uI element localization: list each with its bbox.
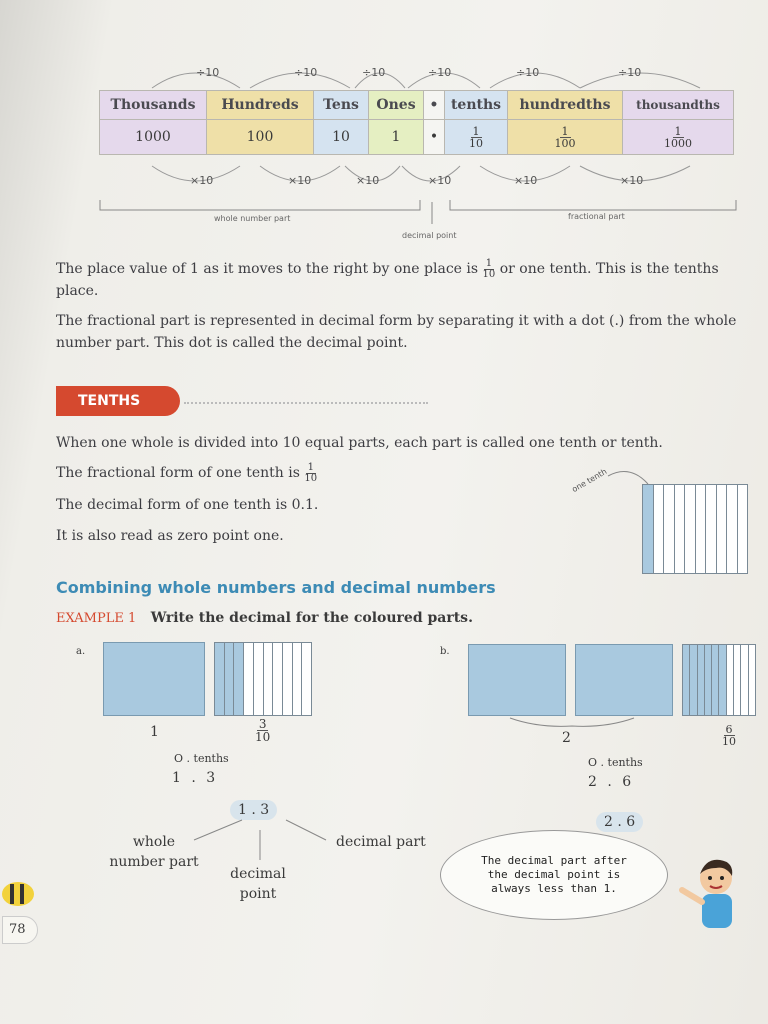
- place-value-table: [99, 90, 734, 155]
- bee-icon: [0, 872, 40, 912]
- intro-paragraph-2: The fractional part is represented in decimal form by separating it with a dot (.) from the whole number part. This dot is called the decimal point.: [56, 313, 737, 351]
- part-b-whole-square-1: [468, 644, 566, 716]
- mul-label-2: ×10: [288, 174, 312, 187]
- whole-number-part-label: whole number part: [109, 834, 199, 870]
- banner-divider: [184, 402, 428, 404]
- part-a-result: 1 . 3: [230, 800, 277, 820]
- part-a-whole: 1: [150, 724, 159, 740]
- div-label-6: ÷10: [618, 66, 642, 79]
- part-b-brace: [508, 716, 638, 734]
- mul-label-3: ×10: [356, 174, 380, 187]
- header-hundredths: hundredths: [508, 91, 623, 120]
- whole-part-label: whole number part: [214, 214, 291, 223]
- div-label-2: ÷10: [294, 66, 318, 79]
- tenths-banner: TENTHS: [56, 386, 180, 416]
- decimal-point-label: decimal point: [402, 231, 457, 240]
- mul-label-4: ×10: [428, 174, 452, 187]
- header-tenths: tenths: [445, 91, 508, 120]
- mul-label-1: ×10: [190, 174, 214, 187]
- example-heading: EXAMPLE 1 Write the decimal for the coloured parts.: [56, 610, 473, 626]
- part-b-result: 2 . 6: [596, 812, 643, 832]
- tenths-line-2: The fractional form of one tenth is $\frac{1}{10}$: [56, 461, 318, 484]
- intro-paragraph-1: The place value of 1 as it moves to the right by one place is $\frac{1}{10}$ or one tenth. This is the tenths place.: [56, 257, 719, 299]
- part-a-whole-square: [103, 642, 205, 716]
- decimal-part-label: decimal part: [336, 834, 426, 850]
- div-label-3: ÷10: [362, 66, 386, 79]
- tenths-line-1: When one whole is divided into 10 equal parts, each part is called one tenth or tenth.: [56, 435, 663, 451]
- part-a-label: a.: [76, 646, 86, 657]
- one-tenth-label: one tenth: [570, 466, 609, 495]
- part-a-pointers: [186, 812, 336, 872]
- page-number: 78: [2, 916, 38, 944]
- header-hundreds: Hundreds: [207, 91, 314, 120]
- part-b-whole: 2: [562, 730, 571, 746]
- mul-label-6: ×10: [620, 174, 644, 187]
- value-ones: 1: [369, 120, 424, 155]
- value-hundreds: 100: [207, 120, 314, 155]
- tip-speech-bubble: The decimal part after the decimal point is always less than 1.: [440, 830, 668, 920]
- div-label-1: ÷10: [196, 66, 220, 79]
- part-b-label: b.: [440, 646, 450, 657]
- part-b-tenths-strip: [682, 644, 756, 716]
- part-a-headers: O . tenths: [174, 752, 229, 765]
- header-ones: Ones: [369, 91, 424, 120]
- part-a-tenths-strip: [214, 642, 312, 716]
- tenths-line-3: The decimal form of one tenth is 0.1.: [56, 497, 319, 513]
- boy-illustration-icon: [676, 854, 746, 938]
- value-tenths: $\frac{1}{10}$: [445, 120, 508, 155]
- value-thousands: 1000: [100, 120, 207, 155]
- header-thousandths: thousandths: [623, 91, 734, 120]
- one-tenth-diagram: [642, 484, 748, 574]
- part-b-whole-square-2: [575, 644, 673, 716]
- part-b-headers: O . tenths: [588, 756, 643, 769]
- tenths-line-4: It is also read as zero point one.: [56, 528, 284, 544]
- value-thousandths: $\frac{1}{1000}$: [623, 120, 734, 155]
- div-label-5: ÷10: [516, 66, 540, 79]
- part-b-digits: 2 . 6: [588, 774, 632, 790]
- part-a-digits: 1 . 3: [172, 770, 216, 786]
- header-point: •: [424, 91, 445, 120]
- header-thousands: Thousands: [100, 91, 207, 120]
- decimal-point-callout: decimal point: [230, 866, 286, 902]
- value-hundredths: $\frac{1}{100}$: [508, 120, 623, 155]
- header-tens: Tens: [314, 91, 369, 120]
- value-point: •: [424, 120, 445, 155]
- part-b-fraction: $\frac{6}{10}$: [722, 723, 736, 748]
- mul-label-5: ×10: [514, 174, 538, 187]
- div-label-4: ÷10: [428, 66, 452, 79]
- value-tens: 10: [314, 120, 369, 155]
- part-a-fraction: $\frac{3}{10}$: [255, 717, 271, 744]
- fraction-part-label: fractional part: [568, 212, 625, 221]
- section-title: Combining whole numbers and decimal numbers: [56, 578, 496, 597]
